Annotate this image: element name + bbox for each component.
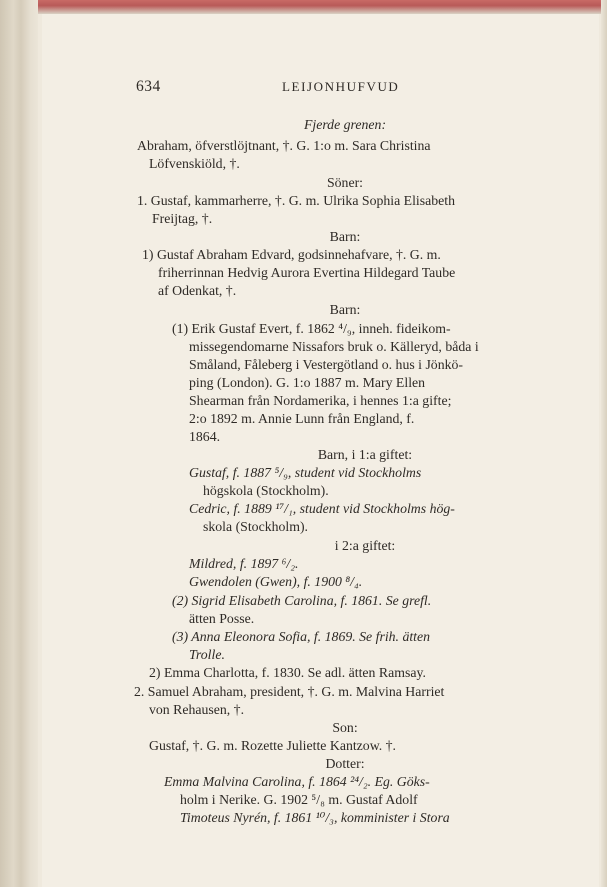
text-line: Timoteus Nyrén, f. 1861 ¹⁰/₃, komminister i Stora: [180, 810, 450, 825]
text-line: (2) Sigrid Elisabeth Carolina, f. 1861. Se grefl.: [172, 593, 432, 608]
page-top-edge: [0, 0, 607, 14]
subheading: Barn:: [329, 229, 361, 244]
subheading: Barn, i 1:a giftet:: [317, 447, 413, 462]
text-line: friherrinnan Hedvig Aurora Evertina Hildegard Taube: [158, 265, 456, 280]
text-line: ping (London). G. 1:o 1887 m. Mary Ellen: [189, 375, 426, 390]
text-line: af Odenkat, †.: [158, 283, 237, 298]
page-number: 634: [136, 78, 161, 95]
text-line: missegendomarne Nissafors bruk o. Källeryd, båda i: [189, 339, 479, 354]
subheading: Söner:: [326, 175, 364, 190]
subheading: Son:: [332, 720, 358, 735]
text-line: von Rehausen, †.: [149, 702, 245, 717]
text-line: skola (Stockholm).: [203, 519, 308, 534]
subheading: Barn:: [329, 302, 361, 317]
text-line: ätten Posse.: [189, 611, 255, 626]
text-line: Löfvenskiöld, †.: [149, 156, 240, 171]
text-line: Cedric, f. 1889 ¹⁷/₁, student vid Stockholms hög-: [189, 501, 455, 516]
text-line: Gwendolen (Gwen), f. 1900 ⁸/₄.: [189, 574, 363, 589]
text-line: Shearman från Nordamerika, i hennes 1:a gifte;: [189, 393, 452, 408]
text-line: Trolle.: [189, 647, 225, 662]
text-line: 1864.: [189, 429, 221, 444]
text-line: Freijtag, †.: [152, 211, 213, 226]
subheading: i 2:a giftet:: [334, 538, 396, 553]
text-line: högskola (Stockholm).: [203, 483, 329, 498]
text-line: (3) Anna Eleonora Sofia, f. 1869. Se frih. ätten: [172, 629, 431, 644]
text-line: 2) Emma Charlotta, f. 1830. Se adl. ätten Ramsay.: [149, 665, 426, 680]
running-head: LEIJONHUFVUD: [282, 79, 400, 94]
text-line: holm i Nerike. G. 1902 ⁵/₈ m. Gustaf Adolf: [180, 792, 418, 807]
text-line: (1) Erik Gustaf Evert, f. 1862 ⁴/₉, inneh. fideikom-: [172, 321, 451, 336]
text-line: 1) Gustaf Abraham Edvard, godsinnehafvare, †. G. m.: [142, 247, 441, 262]
text-line: Abraham, öfverstlöjtnant, †. G. 1:o m. Sara Christina: [137, 138, 431, 153]
section-heading: Fjerde grenen:: [303, 117, 387, 132]
text-line: Gustaf, †. G. m. Rozette Juliette Kantzow. †.: [149, 738, 397, 753]
text-line: 1. Gustaf, kammarherre, †. G. m. Ulrika Sophia Elisabeth: [137, 193, 456, 208]
page-header: [92, 78, 552, 98]
text-line: Småland, Fåleberg i Vestergötland o. hus i Jönkö-: [189, 357, 463, 372]
text-line: 2:o 1892 m. Annie Lunn från England, f.: [189, 411, 415, 426]
text-line: Mildred, f. 1897 ⁶/₂.: [189, 556, 299, 571]
page-right-edge: [601, 0, 607, 887]
text-line: 2. Samuel Abraham, president, †. G. m. Malvina Harriet: [134, 684, 445, 699]
book-spine: [0, 0, 38, 887]
text-line: Emma Malvina Carolina, f. 1864 ²⁴/₂. Eg. Göks-: [164, 774, 430, 789]
subheading: Dotter:: [325, 756, 365, 771]
text-line: Gustaf, f. 1887 ⁵/₉, student vid Stockholms: [189, 465, 422, 480]
